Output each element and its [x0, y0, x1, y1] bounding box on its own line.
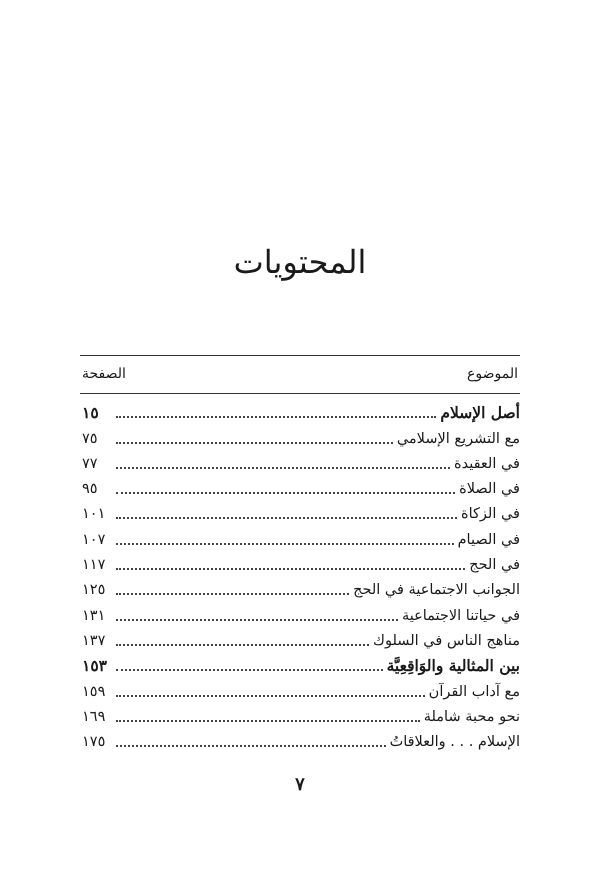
topic-column-header: الموضوع [467, 366, 518, 382]
dot-leader [116, 669, 383, 671]
dot-leader [116, 492, 455, 494]
toc-entry-page: ١٥ [82, 403, 99, 423]
dot-leader [116, 416, 436, 418]
toc-entry-page: ٩٥ [82, 481, 98, 498]
header-rule [80, 393, 520, 394]
toc-entry-page: ١٠١ [82, 506, 106, 523]
toc-entry [82, 524, 520, 549]
toc-entry [82, 727, 520, 752]
toc-entry [82, 575, 520, 600]
page-column-header: الصفحة [82, 366, 126, 382]
toc-entry-title: في الصلاة [459, 481, 520, 498]
toc-entry-title: في العقيدة [454, 455, 520, 472]
dot-leader [116, 543, 454, 545]
toc-entry-title: في حياتنا الاجتماعية [401, 607, 520, 624]
dot-leader [116, 720, 420, 722]
toc-entry-title: نحو محبة شاملة [423, 708, 520, 725]
toc-entry [82, 449, 520, 474]
toc-entry-page: ١٣٧ [82, 632, 106, 649]
toc-entry-title: أصل الإسلام [440, 403, 520, 423]
dot-leader [116, 593, 349, 595]
toc-entry-page: ١٧٥ [82, 734, 106, 751]
toc-entry-page: ١٥٣ [82, 656, 107, 676]
toc-entry-page: ١٠٧ [82, 531, 106, 548]
toc-entry-title: في الصيام [457, 531, 520, 548]
toc-entry-title: في الحج [469, 557, 520, 574]
toc-entry [82, 398, 520, 423]
dot-leader [116, 619, 398, 621]
toc-entry-title: الجوانب الاجتماعية في الحج [353, 582, 520, 599]
toc-entry [82, 499, 520, 524]
dot-leader [116, 467, 450, 469]
toc-entry [82, 676, 520, 701]
toc-entry [82, 626, 520, 651]
toc-entry-title: مناهج الناس في السلوك [373, 632, 520, 649]
toc-entry-page: ١٦٩ [82, 708, 106, 725]
toc-entry [82, 550, 520, 575]
toc-entry [82, 474, 520, 499]
toc-entry-title: الإسلام . . . والعلاقاتُ [389, 734, 520, 751]
toc-entry [82, 651, 520, 676]
dot-leader [116, 442, 393, 444]
top-rule [80, 355, 520, 356]
toc-entry [82, 600, 520, 625]
dot-leader [116, 644, 369, 646]
toc-entry-title: مع التشريع الإسلامي [396, 430, 520, 447]
toc-entry-title: بين المثالية والوَاقِعِيَّة [386, 656, 520, 676]
toc-entry-page: ١٥٩ [82, 683, 106, 700]
toc-list [82, 398, 520, 752]
toc-entry-title: في الزكاة [461, 506, 520, 523]
dot-leader [116, 745, 386, 747]
toc-entry-page: ١٣١ [82, 607, 106, 624]
toc-entry-page: ٧٥ [82, 430, 98, 447]
page-title: المحتويات [233, 243, 367, 281]
dot-leader [116, 568, 465, 570]
toc-entry-page: ١١٧ [82, 557, 106, 574]
toc-entry-page: ٧٧ [82, 455, 98, 472]
dot-leader [116, 517, 457, 519]
dot-leader [116, 695, 425, 697]
toc-entry-page: ١٢٥ [82, 582, 106, 599]
toc-entry-title: مع آداب القرآن [428, 683, 520, 700]
toc-entry [82, 702, 520, 727]
toc-entry [82, 423, 520, 448]
page-number: ٧ [295, 774, 305, 795]
